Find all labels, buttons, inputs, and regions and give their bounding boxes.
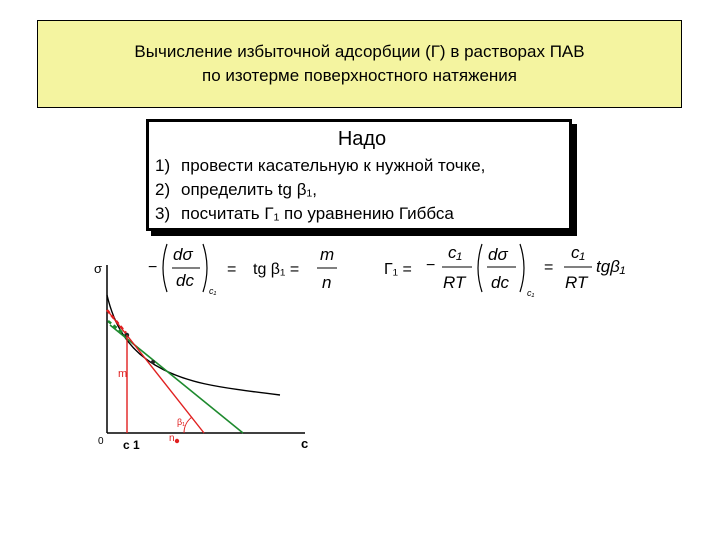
m-label: m xyxy=(118,368,128,380)
task-item xyxy=(155,202,569,226)
formula1-denominator: dc xyxy=(176,271,194,290)
origin-label: 0 xyxy=(98,436,104,447)
title-line-2: по изотерме поверхностного натяжения xyxy=(201,66,517,85)
formula2-lhs: Г₁ = xyxy=(384,261,412,278)
title-line-1: Вычисление избыточной адсорбции (Г) в растворах ПАВ xyxy=(134,42,585,61)
n-label: n xyxy=(169,433,175,444)
isotherm-curve xyxy=(107,295,280,395)
formula2-rtb: RT xyxy=(565,273,588,292)
formula2-dc: dc xyxy=(491,273,509,292)
x-axis-label: c xyxy=(301,436,309,451)
formula2-subscript: c₁ xyxy=(527,288,535,298)
task-item-text: посчитать Г₁ по уравнению Гиббса xyxy=(181,204,454,223)
task-item-text: определить tg β₁, xyxy=(181,180,317,199)
formula2-minus: − xyxy=(426,257,436,274)
formula2-equals: = xyxy=(544,259,554,276)
task-box xyxy=(146,119,572,231)
task-item-number: 3) xyxy=(155,204,171,223)
task-item-text: провести касательную к нужной точке, xyxy=(181,156,486,175)
formula1-minus: − xyxy=(148,259,158,276)
formula1-numerator: dσ xyxy=(173,245,193,264)
title-box xyxy=(37,20,682,108)
c1-label: c 1 xyxy=(123,438,140,452)
task-item xyxy=(155,154,569,178)
task-heading: Надо xyxy=(337,128,387,150)
task-item-number: 1) xyxy=(155,156,171,175)
isotherm-graph xyxy=(80,255,330,465)
formula1-equals: = xyxy=(227,261,237,278)
formula-gibbs xyxy=(380,236,640,300)
formula1-n: n xyxy=(322,273,332,292)
n-point xyxy=(175,439,179,443)
formula2-rt: RT xyxy=(443,273,466,292)
task-item xyxy=(155,178,569,202)
formula1-subscript: c₁ xyxy=(209,286,217,296)
formula2-tg: tgβ₁ xyxy=(596,257,626,276)
y-axis-label: σ xyxy=(94,261,103,276)
formula2-c1: c₁ xyxy=(448,243,462,262)
formula1-m: m xyxy=(320,245,335,264)
task-item-number: 2) xyxy=(155,180,171,199)
formula1-tg: tg β₁ = xyxy=(253,261,300,278)
tangent-point-2 xyxy=(151,360,155,364)
formula2-dsigma: dσ xyxy=(488,245,508,264)
formula2-c1b: c₁ xyxy=(571,243,585,262)
beta-label: β₁ xyxy=(177,417,186,427)
